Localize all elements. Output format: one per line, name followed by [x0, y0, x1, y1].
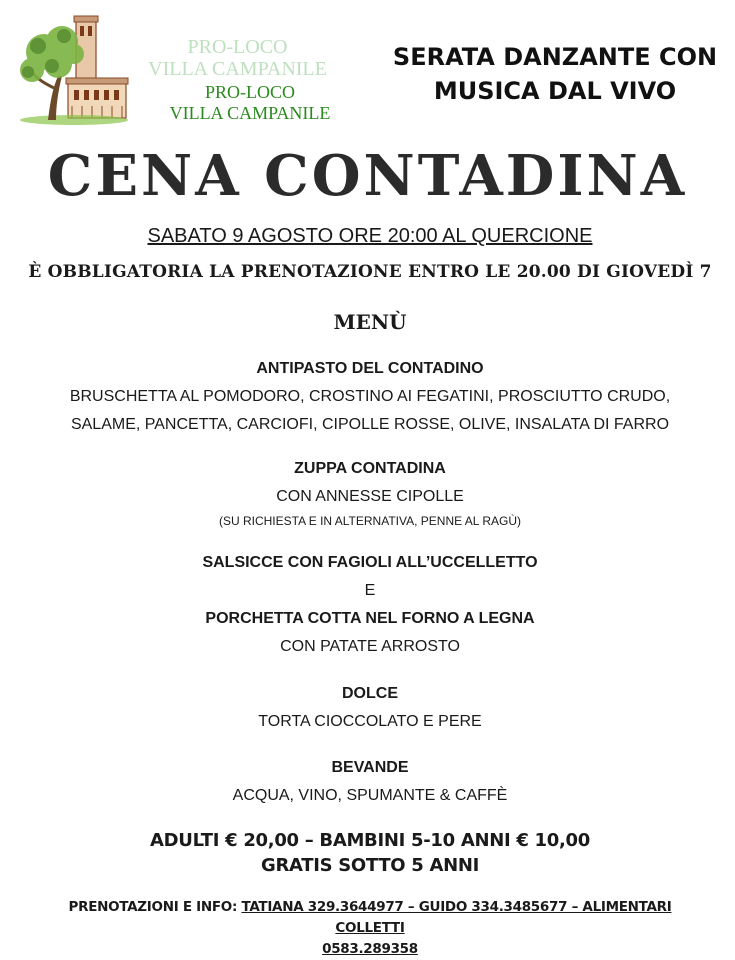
secondi-title2: PORCHETTA COTTA NEL FORNO A LEGNA — [205, 610, 535, 627]
event-title: CENA CONTADINA — [47, 143, 688, 209]
antipasto-title: ANTIPASTO DEL CONTADINO — [256, 360, 484, 377]
reservation-contacts — [40, 897, 700, 960]
menu-section-antipasto — [0, 355, 735, 439]
zuppa-line1: CON ANNESSE CIPOLLE — [276, 488, 464, 505]
contacts-list: TATIANA 329.3644977 – GUIDO 334.3485677 – ALIMENTARI COLLETTI — [241, 899, 672, 936]
reservation-notice: È OBBLIGATORIA LA PRENOTAZIONE ENTRO LE 20.00 DI GIOVEDÌ 7 — [28, 262, 712, 282]
bevande-line1: ACQUA, VINO, SPUMANTE & CAFFÈ — [232, 787, 508, 804]
serata-line1: SERATA DANZANTE CON — [392, 43, 718, 71]
logo-ghost-line2: VILLA CAMPANILE — [148, 58, 327, 80]
menu-section-zuppa — [0, 455, 735, 531]
dolce-line1: TORTA CIOCCOLATO E PERE — [258, 713, 482, 730]
logo-text — [160, 82, 340, 124]
secondi-and: E — [364, 582, 376, 599]
event-date: SABATO 9 AGOSTO ORE 20:00 AL QUERCIONE — [147, 225, 593, 247]
bevande-title: BEVANDE — [331, 759, 409, 776]
prices — [0, 828, 735, 878]
serata-danzante-heading — [385, 40, 725, 108]
prices-line1: ADULTI € 20,00 – BAMBINI 5-10 ANNI € 10,00 — [150, 830, 590, 851]
prices-line2: GRATIS SOTTO 5 ANNI — [260, 855, 480, 876]
menu-section-dolce — [0, 680, 735, 736]
antipasto-line1: BRUSCHETTA AL POMODORO, CROSTINO AI FEGATINI, PROSCIUTTO CRUDO, — [69, 388, 671, 405]
menu-section-bevande — [0, 754, 735, 810]
logo-line2: VILLA CAMPANILE — [169, 103, 331, 123]
antipasto-line2: SALAME, PANCETTA, CARCIOFI, CIPOLLE ROSSE, OLIVE, INSALATA DI FARRO — [70, 416, 670, 433]
pro-loco-logo-illustration — [18, 14, 130, 126]
serata-line2: MUSICA DAL VIVO — [433, 77, 677, 105]
menu-section-secondi — [0, 549, 735, 661]
secondi-title1: SALSICCE CON FAGIOLI ALL’UCCELLETTO — [202, 554, 538, 571]
contacts-phone: 0583.289358 — [322, 941, 418, 957]
logo-ghost-line1: PRO-LOCO — [187, 36, 288, 58]
secondi-line1: CON PATATE ARROSTO — [280, 638, 460, 655]
contacts-label: PRENOTAZIONI E INFO: — [68, 899, 242, 915]
zuppa-title: ZUPPA CONTADINA — [294, 460, 446, 477]
logo-line1: PRO-LOCO — [204, 82, 295, 102]
menu-heading: MENÙ — [333, 310, 407, 334]
dolce-title: DOLCE — [342, 685, 398, 702]
zuppa-note: (SU RICHIESTA E IN ALTERNATIVA, PENNE AL RAGÙ) — [218, 514, 522, 528]
logo-ghost-text — [130, 36, 345, 80]
